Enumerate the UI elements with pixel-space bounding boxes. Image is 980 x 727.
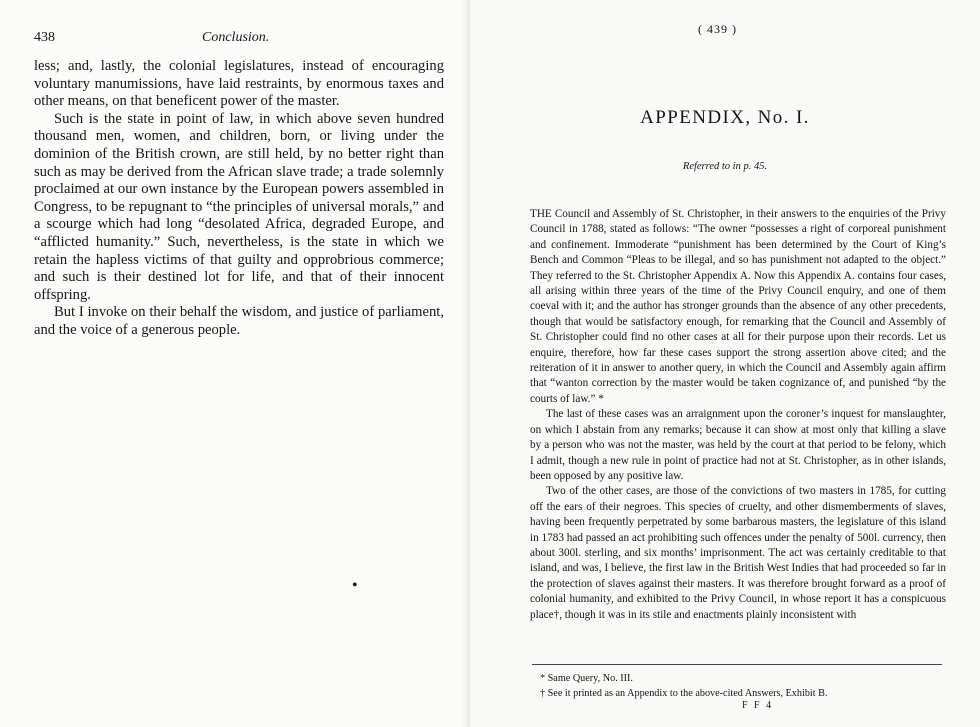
signature-mark: F F 4 — [742, 700, 774, 711]
right-paragraph-2: The last of these cases was an arraignment upon the coroner’s inquest for manslaughter, on which I abstain from any remarks; because it can show at most only that killing a slave by a person who was not the master, was held by the court at that period to be felony, which I admit, though a new rule in point of practice had not at St. Christopher, as in other islands, been opposed by any positive law. — [530, 408, 946, 482]
appendix-title: APPENDIX, No. I. — [640, 107, 810, 128]
right-page-body — [530, 207, 946, 623]
running-head: Conclusion. — [202, 30, 270, 45]
footnote-1: * Same Query, No. III. — [540, 673, 633, 684]
right-paragraph-3: Two of the other cases, are those of the convictions of two masters in 1785, for cutting off the ears of their negroes. This species of cruelty, and other dismemberments of slaves, having been frequently perpetrated by some barbarous masters, the legislature of this island in 1783 had passed an act prohibiting such offences under the penalty of 500l. currency, then about 300l. sterling, and six months’ imprisonment. The act was certainly creditable to that island, and was, I believe, the first law in the British West Indies that had proceeded so far in the protection of slaves against their masters. It was therefore brought forward as a proof of colonial humanity, and exhibited to the Privy Council, in whose report it has a conspicuous place†, though it was in its stile and enactments plainly inconsistent with — [530, 485, 946, 621]
right-paragraph-1: THE Council and Assembly of St. Christopher, in their answers to the enquiries of the Privy Council in 1788, stated as follows: “The owner “possesses a right of corporeal punishment and confinement. Immoderate “punishment has been determined by the Court of King’s Bench and Common “Pleas to be illegal, and so has punishment not adapted to the object.” They referred to the St. Christopher Appendix A. Now this Appendix A. contains four cases, all arising within three years of the time of the Privy Council enquiry, and one of them coeval with it; and the author has stronger grounds than the absence of any other precedents, though that would be satisfactory enough, for remarking that the Council and Assembly of St. Christopher could find no other cases at all for their purpose upon their records. Let us enquire, therefore, how far these cases support the strong assertion above cited; and the reiteration of it in answer to another query, in which the Council and Assembly again affirm that “wanton correction by the master would be taken cognizance of, and punished “by the courts of law.” * — [530, 208, 946, 405]
appendix-subtitle: Referred to in p. 45. — [682, 161, 768, 172]
left-page-header — [34, 30, 446, 50]
footnote-2: † See it printed as an Appendix to the above-cited Answers, Exhibit B. — [540, 688, 828, 699]
left-paragraph-3: But I invoke on their behalf the wisdom, and justice of parliament, and the voice of a generous people. — [34, 304, 444, 338]
stray-ink-mark: • — [352, 577, 358, 594]
left-page-body — [34, 58, 444, 340]
left-page — [0, 0, 470, 727]
left-page-number: 438 — [34, 30, 55, 45]
right-page-number: ( 439 ) — [698, 22, 737, 36]
footnote-rule — [532, 664, 942, 665]
left-paragraph-1: less; and, lastly, the colonial legislatures, instead of encouraging voluntary manumissions, have laid restraints, by enormous taxes and other means, on that beneficent power of the master. — [34, 58, 444, 110]
right-page — [470, 0, 980, 727]
left-paragraph-2: Such is the state in point of law, in which above seven hundred thousand men, women, and children, born, or living under the dominion of the British crown, are still held, by no better right than such as may be derived from the African slave trade; a trade solemnly proclaimed at our own instance by the European powers assembled in Congress, to be repugnant to “the principles of universal morals,” and a scourge which had long “desolated Africa, degraded Europe, and “afflicted humanity.” Such, nevertheless, is the state in which we retain the hapless victims of that guilty and opprobrious commerce; and such is their destined lot for life, and that of their innocent offspring. — [34, 110, 444, 303]
